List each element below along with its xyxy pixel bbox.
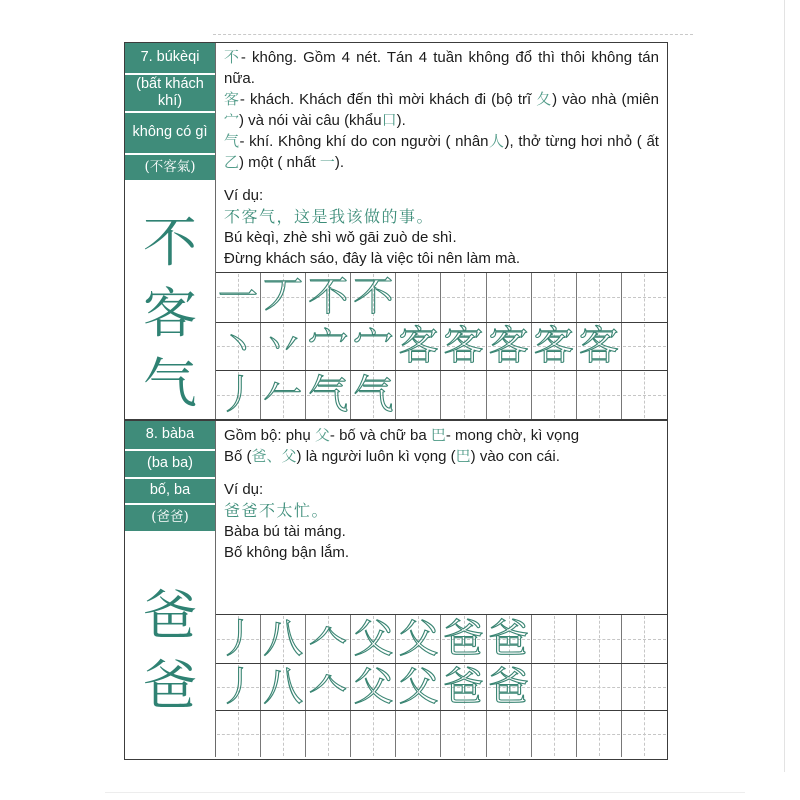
stroke-order-glyph: 客 — [533, 323, 574, 370]
entry-7-bukeqi — [125, 43, 667, 421]
stroke-order-glyph: 不 — [308, 274, 349, 321]
inline-chinese-character: 巴 — [455, 447, 471, 465]
inline-chinese-character: 不 — [224, 48, 241, 66]
page-edge-shadow-vertical — [784, 0, 785, 772]
practice-grid-row — [216, 370, 667, 419]
practice-grid-row — [216, 322, 667, 371]
practice-grid-cell — [532, 273, 577, 322]
entry-7-header-column — [125, 43, 216, 419]
vocabulary-table — [124, 42, 668, 760]
practice-grid-cell — [261, 323, 306, 371]
practice-grid-cell — [396, 371, 441, 419]
example-vietnamese: Bố không bận lắm. — [224, 544, 350, 561]
stroke-order-glyph: 丶 — [218, 323, 259, 370]
entry-8-sino-vietnamese: (ba ba) — [125, 451, 215, 477]
practice-grid-cell — [306, 323, 351, 371]
practice-grid-cell — [306, 615, 351, 662]
practice-grid-cell — [261, 664, 306, 710]
practice-grid-cell — [577, 615, 622, 662]
entry-7-meaning: không có gì — [125, 113, 215, 153]
practice-grid-cell — [487, 273, 532, 322]
explanation-line: Bố (爸、父) là người luôn kì vọng (巴) vào con cái. — [224, 447, 560, 465]
practice-grid-row — [216, 615, 667, 662]
stroke-order-glyph: 客 — [398, 323, 439, 370]
practice-grid-cell — [396, 711, 441, 757]
practice-grid-cell — [441, 273, 486, 322]
practice-grid-row — [216, 273, 667, 322]
practice-grid-cell — [351, 711, 396, 757]
stroke-order-glyph: 气 — [353, 372, 394, 419]
example-chinese-sentence: 爸爸不太忙。 — [224, 501, 330, 520]
inline-chinese-character: 宀 — [224, 111, 240, 129]
example-pinyin: Bàba bú tài máng. — [224, 523, 346, 540]
practice-grid-cell — [532, 711, 577, 757]
practice-grid-row — [216, 710, 667, 757]
practice-grid-cell — [441, 664, 486, 710]
practice-grid-cell — [532, 371, 577, 419]
entry-8-header-column — [125, 421, 216, 757]
entry-8-baba — [125, 421, 667, 757]
stroke-order-glyph: 客 — [578, 323, 619, 370]
practice-grid-cell — [351, 371, 396, 419]
example-vietnamese: Đừng khách sáo, đây là việc tôi nên làm mà. — [224, 250, 521, 267]
entry-7-traditional-form: (不客氣) — [125, 155, 215, 181]
stroke-order-glyph: 父 — [353, 616, 394, 663]
big-character: 爸 — [143, 584, 197, 647]
big-character: 气 — [143, 351, 197, 415]
example-label: Ví dụ: — [224, 187, 264, 204]
entry-8-title: 8. bàba — [125, 421, 215, 449]
entry-8-stroke-practice-grid — [216, 614, 667, 757]
example-label: Ví dụ: — [224, 481, 264, 498]
stroke-order-glyph: 丿 — [218, 663, 259, 710]
practice-grid-cell — [487, 711, 532, 757]
inline-chinese-character: 乙 — [224, 153, 240, 171]
practice-grid-cell — [532, 615, 577, 662]
practice-grid-cell — [441, 323, 486, 371]
practice-grid-cell — [487, 371, 532, 419]
practice-grid-cell — [216, 664, 261, 710]
stroke-order-glyph: 爸 — [488, 616, 529, 663]
entry-7-content-column — [216, 43, 667, 419]
stroke-order-glyph: 父 — [353, 663, 394, 710]
explanation-line: 客- khách. Khách đến thì mời khách đi (bộ trĩ 夂) vào nhà (miên宀) và nói vài câu (khẩu口). — [224, 90, 659, 129]
stroke-order-glyph: 丷 — [263, 323, 304, 370]
entry-7-explanation — [216, 43, 667, 272]
inline-chinese-character: 气 — [224, 132, 240, 150]
practice-grid-cell — [622, 323, 667, 371]
practice-grid-cell — [216, 711, 261, 757]
practice-grid-cell — [577, 371, 622, 419]
practice-grid-cell — [351, 273, 396, 322]
inline-chinese-character: 口 — [381, 111, 397, 129]
practice-grid-cell — [396, 273, 441, 322]
practice-grid-cell — [441, 371, 486, 419]
practice-grid-cell — [396, 323, 441, 371]
inline-chinese-character: 巴 — [430, 426, 446, 444]
practice-grid-cell — [306, 711, 351, 757]
explanation-line: 气- khí. Không khí do con người ( nhân人), thở từng hơi nhỏ ( ất 乙) một ( nhất 一). — [224, 132, 659, 171]
stroke-order-glyph: 八 — [263, 663, 304, 710]
stroke-order-glyph: 父 — [398, 663, 439, 710]
stroke-order-glyph: 宀 — [308, 323, 349, 370]
stroke-order-glyph: 宀 — [353, 323, 394, 370]
practice-grid-cell — [351, 615, 396, 662]
page-edge-shadow-horizontal — [105, 792, 745, 793]
practice-grid-row — [216, 663, 667, 710]
stroke-order-glyph: 爸 — [443, 616, 484, 663]
practice-grid-cell — [261, 371, 306, 419]
inline-chinese-character: 夂 — [536, 90, 553, 108]
practice-grid-cell — [577, 323, 622, 371]
example-chinese-sentence: 不客气，这是我该做的事。 — [224, 207, 435, 226]
inline-chinese-character: 客 — [224, 90, 240, 108]
practice-grid-cell — [622, 273, 667, 322]
entry-8-explanation — [216, 421, 667, 614]
entry-8-meaning: bố, ba — [125, 479, 215, 503]
cutoff-grid-line — [213, 34, 693, 35]
practice-grid-cell — [577, 711, 622, 757]
stroke-order-glyph: 𠆢 — [308, 616, 349, 663]
practice-grid-cell — [622, 615, 667, 662]
entry-7-big-characters — [125, 182, 215, 419]
practice-grid-cell — [487, 664, 532, 710]
practice-grid-cell — [441, 615, 486, 662]
stroke-order-glyph: 八 — [263, 616, 304, 663]
practice-grid-cell — [622, 371, 667, 419]
big-character: 不 — [143, 211, 197, 275]
big-character: 客 — [143, 281, 197, 345]
stroke-order-glyph: 丆 — [263, 274, 304, 321]
practice-grid-cell — [532, 323, 577, 371]
entry-8-big-characters — [125, 533, 215, 757]
entry-7-sino-vietnamese: (bất khách khí) — [125, 75, 215, 111]
stroke-order-glyph: 丿 — [218, 372, 259, 419]
inline-chinese-character: 一 — [319, 153, 335, 171]
practice-grid-cell — [216, 273, 261, 322]
practice-grid-cell — [216, 615, 261, 662]
practice-grid-cell — [261, 273, 306, 322]
practice-grid-cell — [577, 273, 622, 322]
practice-grid-cell — [441, 711, 486, 757]
practice-grid-cell — [622, 711, 667, 757]
practice-grid-cell — [532, 664, 577, 710]
practice-grid-cell — [261, 615, 306, 662]
stroke-order-glyph: 𠂉 — [263, 372, 304, 419]
practice-grid-cell — [487, 615, 532, 662]
entry-8-traditional-form: (爸爸) — [125, 505, 215, 531]
explanation-line: 不- không. Gồm 4 nét. Tán 4 tuần không đổ thì thôi không tán nữa. — [224, 48, 659, 87]
stroke-order-glyph: 𠆢 — [308, 663, 349, 710]
practice-grid-cell — [216, 371, 261, 419]
practice-grid-cell — [306, 664, 351, 710]
big-character: 爸 — [143, 654, 197, 718]
practice-grid-cell — [396, 615, 441, 662]
stroke-order-glyph: 父 — [398, 616, 439, 663]
practice-grid-cell — [306, 273, 351, 322]
inline-chinese-character: 父 — [314, 426, 330, 444]
stroke-order-glyph: 客 — [443, 323, 484, 370]
stroke-order-glyph: 一 — [218, 274, 259, 321]
inline-chinese-character: 爸、父 — [251, 447, 297, 465]
stroke-order-glyph: 客 — [488, 323, 529, 370]
practice-grid-cell — [216, 323, 261, 371]
explanation-line: Gồm bộ: phụ 父- bố và chữ ba 巴- mong chờ, kì vọng — [224, 426, 580, 444]
practice-grid-cell — [396, 664, 441, 710]
stroke-order-glyph: 气 — [308, 372, 349, 419]
practice-grid-cell — [622, 664, 667, 710]
practice-grid-cell — [261, 711, 306, 757]
practice-grid-cell — [306, 371, 351, 419]
example-pinyin: Bú kèqì, zhè shì wǒ gāi zuò de shì. — [224, 229, 457, 246]
entry-8-content-column — [216, 421, 667, 757]
entry-7-title: 7. búkèqi — [125, 43, 215, 73]
practice-grid-cell — [351, 664, 396, 710]
practice-grid-cell — [487, 323, 532, 371]
stroke-order-glyph: 爸 — [488, 663, 529, 710]
stroke-order-glyph: 不 — [353, 274, 394, 321]
stroke-order-glyph: 爸 — [443, 663, 484, 710]
stroke-order-glyph: 丿 — [218, 616, 259, 663]
entry-7-stroke-practice-grid — [216, 272, 667, 419]
practice-grid-cell — [577, 664, 622, 710]
inline-chinese-character: 人 — [488, 132, 505, 150]
practice-grid-cell — [351, 323, 396, 371]
